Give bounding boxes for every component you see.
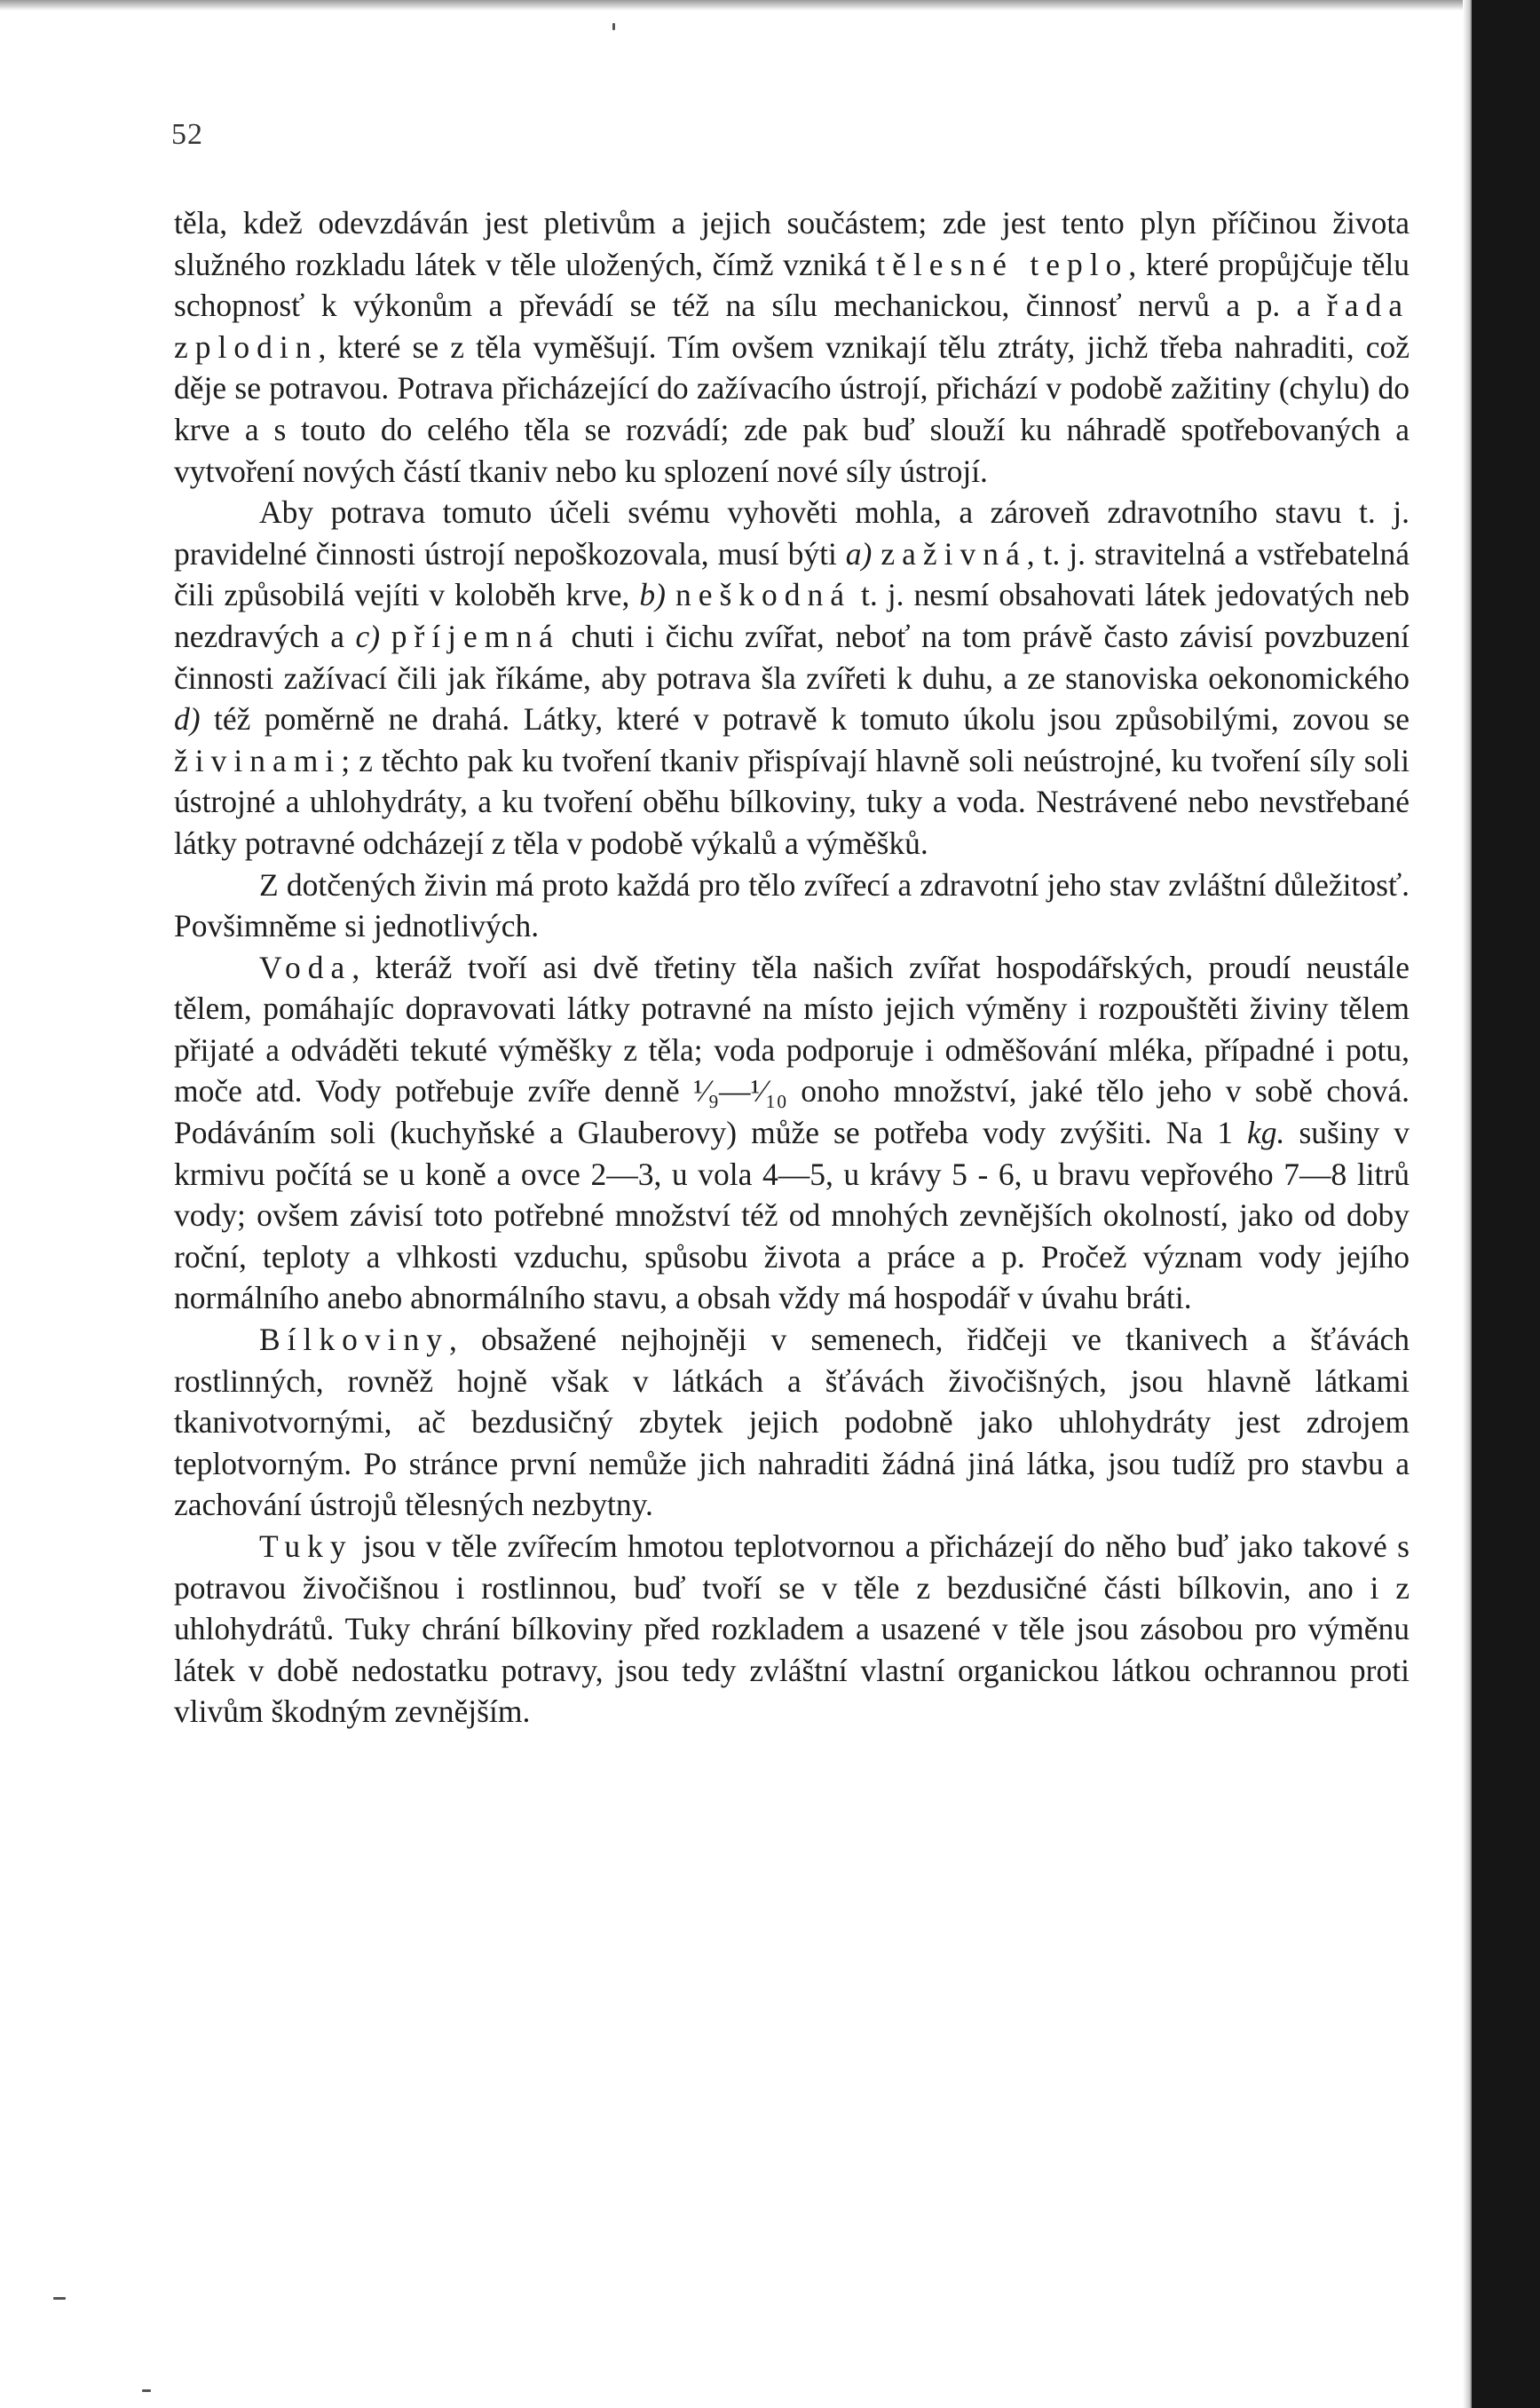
spaced-term: Bílkoviny [259, 1322, 450, 1358]
italic-term: d) [174, 701, 201, 738]
spaced-term: zaživná [881, 535, 1027, 572]
paragraph [174, 492, 1410, 864]
scan-speck [612, 23, 615, 30]
page-number: 52 [171, 118, 203, 151]
text-run: t. j. nesmí obsahovati látek jedovatých neb nezdravých a [174, 577, 1410, 654]
text-run: , obsažené nejhojněji v semenech, řidčeji ve tkanivech a šťávách rostlinných, rovněž hojně však v látkách a šťávách živočišných, jsou hlavně látkami tkanivotvornými, ač bezdusičný zbytek jejich podobně jako uhlohydráty jest zdrojem teplotvorným. Po stránce první nemůže jich nahraditi žádná jiná látka, jsou tudíž pro stavbu a zachování ústrojů tělesných nezbytny. [174, 1322, 1410, 1523]
paragraph [174, 202, 1410, 492]
text-run [666, 577, 675, 612]
text-run: jsou v těle zvířecím hmotou teplotvornou a přicházejí do něho buď jako takové s potravou živočišnou i rostlinnou, buď tvoří se v těle z bezdusičné části bílkovin, ano i z uhlohydrátů. Tuky chrání bílkoviny před rozkladem a usazené v těle jsou zásobou pro výměnu látek v době nedostatku potravy, jsou tedy zvláštní vlastní organickou látkou ochrannou proti vlivům škodným zevnějším. [174, 1528, 1410, 1730]
text-run: , kteráž tvoří asi dvě třetiny těla našich zvířat hospodářských, proudí neustále tělem, pomáhajíc dopravovati látky potravné na místo jejich výměny i rozpouštěti živiny tělem přijaté a odváděti tekuté výměšky z těla; voda podporuje i odměšování mléka, případné i potu, moče atd. Vody potřebuje zvíře denně ¹⁄₉—¹⁄₁₀ onoho množství, jaké tělo jeho v sobě chová. Podáváním soli (kuchyňské a Glauberovy) může se potřeba vody zvýšiti. Na 1 [174, 949, 1410, 1151]
scan-top-edge [0, 0, 1473, 11]
scan-speck [53, 2297, 66, 2300]
spaced-term: příjemná [391, 618, 560, 654]
italic-term: a) [845, 535, 873, 572]
text-run: , které se z těla vyměšují. Tím ovšem vznikají tělu ztráty, jichž třeba nahraditi, což děje se potravou. Potrava přicházející do zažívacího ústrojí, přichází v podobě zažitiny (chylu) do krve a s touto do celého těla se rozvádí; zde pak buď slouží ku náhradě spotřebovaných a vytvoření nových částí tkaniv nebo ku splození nové síly ústrojí. [174, 328, 1410, 489]
text-run: též poměrně ne drahá. Látky, které v potravě k tomuto úkolu jsou způsobilými, zovou se [200, 701, 1410, 738]
text-run: Aby potrava tomuto účeli svému vyhověti mohla, a zároveň zdravotního stavu t. j. pravidelné činnosti ústrojí nepoškozovala, musí býti [174, 494, 1410, 572]
text-run: sušiny v krmivu počítá se u koně a ovce 2—3, u vola 4—5, u krávy 5 - 6, u bravu vepřového 7—8 litrů vody; ovšem závisí toto potřebné množství též od mnohých zevnějších okolností, jako od doby roční, teploty a vlhkosti vzduchu, spůsobu života a práce a p. Pročež význam vody jejího normálního anebo abnormálního stavu, a obsah vždy má hospodář v úvahu bráti. [174, 1115, 1410, 1316]
spaced-term: řada zplodin [174, 288, 1410, 365]
paragraph [174, 1526, 1410, 1733]
body-text [174, 202, 1410, 1733]
paragraph [174, 947, 1410, 1319]
text-run [380, 619, 391, 654]
scan-speck [142, 2389, 151, 2392]
text-run: těla, kdež odevzdáván jest pletivům a jejich součástem; zde jest tento plyn příčinou života služného rozkladu látek v těle uložených, čímž vzniká [174, 205, 1410, 282]
spaced-term: Tuky [259, 1528, 353, 1564]
spaced-term: živinami [174, 742, 342, 778]
text-run: ; z těchto pak ku tvoření tkaniv přispívají hlavně soli neústrojné, ku tvoření síly soli ústrojné a uhlohydráty, a ku tvoření oběhu bílkoviny, tuky a voda. Nestrávené nebo nevstřebané látky potravné odcházejí z těla v podobě výkalů a výměšků. [174, 742, 1410, 861]
italic-term: b) [639, 577, 666, 613]
text-run: Z dotčených živin má proto každá pro tělo zvířecí a zdravotní jeho stav zvláštní důležitosť. Povšimněme si jednotlivých. [174, 866, 1410, 944]
text-run: , t. j. stravitelná a vstřebatelná čili způsobilá vejíti v koloběh krve, [174, 535, 1410, 613]
paragraph [174, 1319, 1410, 1526]
text-run: , které propůjčuje tělu schopnosť k výkonům a převádí se též na sílu mechanickou, činnosť nervů a p. a [174, 246, 1410, 324]
scan-dark-border [1472, 0, 1540, 2408]
spaced-term: Voda [259, 949, 352, 985]
text-run [872, 536, 881, 572]
spaced-term: neškodná [675, 577, 852, 613]
italic-term: c) [355, 618, 381, 654]
paragraph [174, 865, 1410, 947]
spaced-term: tělesné teplo [876, 246, 1129, 282]
text-run: chuti i čichu zvířat, neboť na tom právě často závisí povzbuzení činnosti zažívací čili jak říkáme, aby potrava šla zvířeti k duhu, a ze stanoviska oekonomického [174, 618, 1410, 696]
italic-term: kg. [1247, 1115, 1285, 1151]
